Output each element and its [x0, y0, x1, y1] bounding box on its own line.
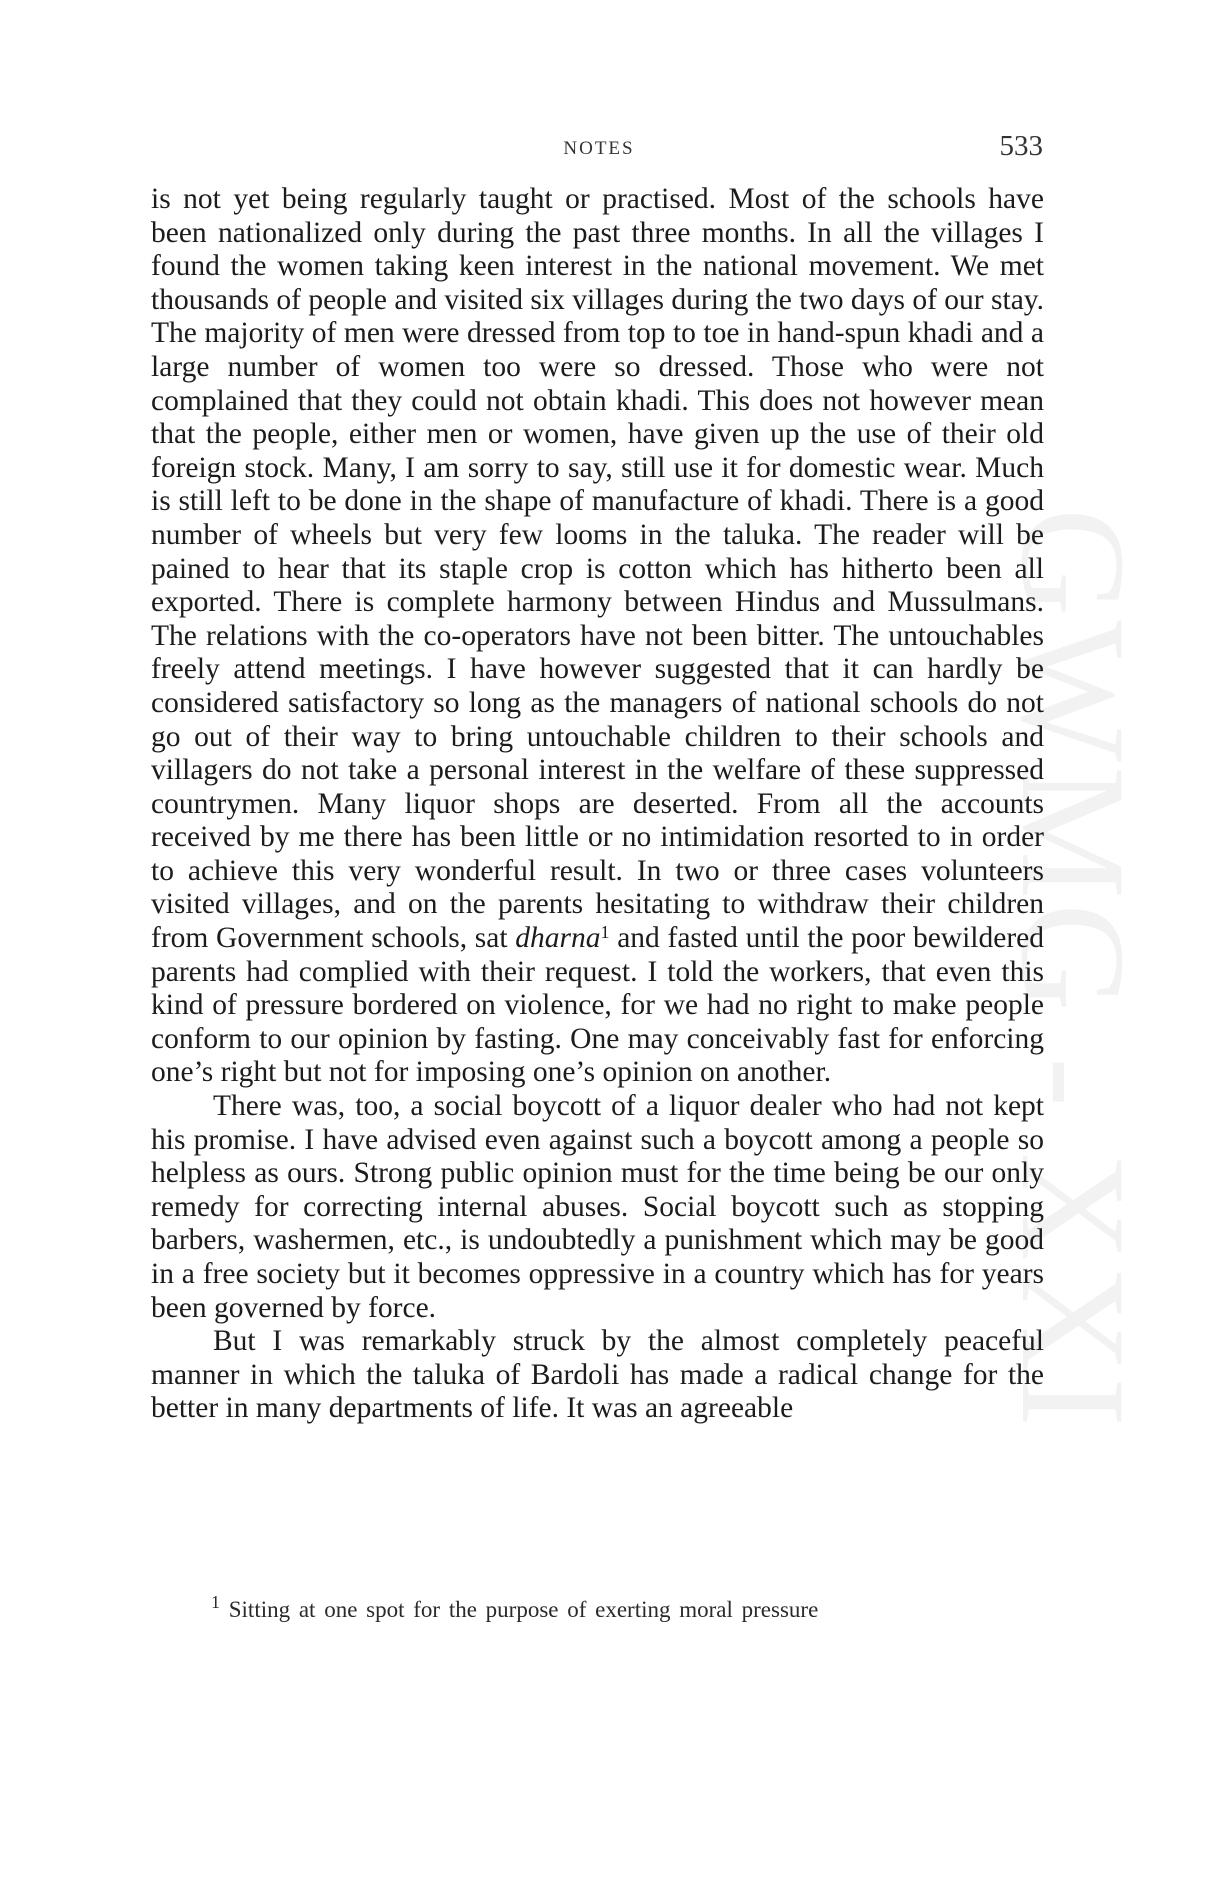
paragraph-2: There was, too, a social boycott of a liquor dealer who had not kept his promise. I have advised even against such a boycott among a people so helpless as ours. Strong public opinion must for the time being be our only remedy for correcting internal abuses. Social boycott such as stopping barbers, washermen, etc., is undoubtedly a punishment which may be good in a free society but it becomes oppressive in a country which has for years been governed by force. [151, 1090, 1044, 1324]
footnote-reference: 1 [600, 922, 610, 943]
italic-term: dharna [515, 922, 601, 955]
section-title: NOTES [563, 138, 635, 159]
paragraph-1-text-continued: and fasted until the poor bewildered parents had complied with their request. I told the workers, that even this kind of pressure bordered on violence, for we had no right to make people conform to our opinion by fasting. One may conceivably fast for enforcing one’s right but not for imposing one’s opinion on another. [151, 922, 1044, 1089]
body-text [151, 183, 1044, 1426]
paragraph-1 [151, 183, 1044, 1090]
footnote-marker: 1 [211, 1592, 220, 1612]
footnote [211, 1592, 1011, 1624]
watermark: GWMG - XXI [990, 508, 1156, 1432]
paragraph-3: But I was remarkably struck by the almost completely peaceful manner in which the taluka of Bardoli has made a radical change for the better in many departments of life. It was an agreeable [151, 1325, 1044, 1425]
running-head [155, 130, 1043, 170]
footnote-text: Sitting at one spot for the purpose of exerting moral pressure [228, 1597, 819, 1622]
page-number: 533 [999, 130, 1043, 162]
paragraph-1-text: is not yet being regularly taught or practised. Most of the schools have been nationalized only during the past three months. In all the villages I found the women taking keen interest in the national movement. We met thousands of people and visited six villages during the two days of our stay. The majority of men were dressed from top to toe in hand-spun khadi and a large number of women too were so dressed. Those who were not complained that they could not obtain khadi. This does not however mean that the people, either men or women, have given up the use of their old foreign stock. Many, I am sorry to say, still use it for domestic wear. Much is still left to be done in the shape of manufacture of khadi. There is a good number of wheels but very few looms in the taluka. The reader will be pained to hear that its staple crop is cotton which has hitherto been all exported. There is complete harmony between Hindus and Mussulmans. The relations with the co-operators have not been bitter. The untouchables freely attend meetings. I have however suggested that it can hardly be considered satisfactory so long as the managers of national schools do not go out of their way to bring untouchable children to their schools and villagers do not take a personal interest in the welfare of these suppressed countrymen. Many liquor shops are deserted. From all the accounts received by me there has been little or no intimidation resorted to in order to achieve this very wonderful result. In two or three cases volunteers visited villages, and on the parents hesitating to withdraw their children from Government schools, sat [151, 183, 1044, 955]
